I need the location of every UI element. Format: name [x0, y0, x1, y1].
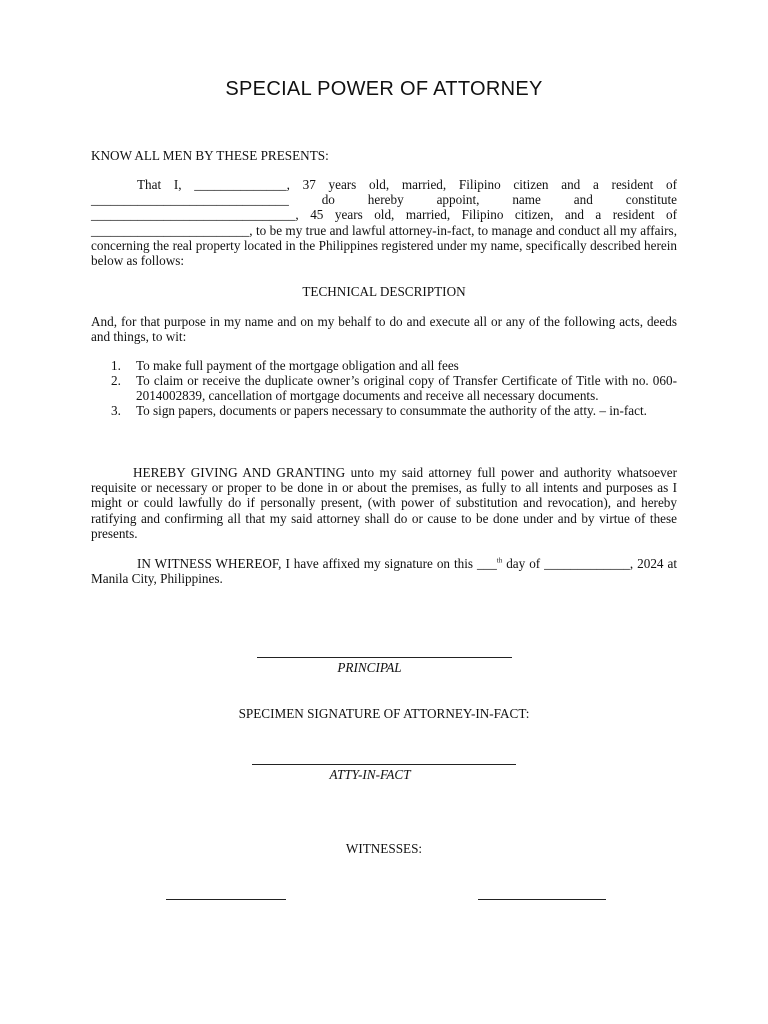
technical-description-heading: TECHNICAL DESCRIPTION: [302, 284, 466, 299]
power-item-text: To claim or receive the duplicate owner’s original copy of Transfer Certificate of Title with no. 060-2014002839, cancellation of mortgage documents and receive all necessary documents.: [136, 373, 677, 403]
appointment-paragraph: That I, ______________, 37 years old, married, Filipino citizen and a resident of ______________________________ do hereby appoint, name and constitute _______________________________, 45 years old, married, Filipino citizen, and a resident of ________________________, to be my true and lawful attorney-in-fact, to manage and conduct all my affairs, concerning the real property located in the Philippines registered under my name, specifically described herein below as follows:: [91, 177, 677, 269]
principal-label: PRINCIPAL: [337, 660, 402, 675]
witness-clause-text-end: day of _____________, 2024 at Manila City, Philippines.: [91, 556, 678, 587]
specimen-signature-heading: SPECIMEN SIGNATURE OF ATTORNEY-IN-FACT:: [238, 706, 530, 721]
attorney-in-fact-label: ATTY-IN-FACT: [329, 767, 411, 782]
granting-paragraph: HEREBY GIVING AND GRANTING unto my said attorney full power and authority whatsoever requisite or necessary or proper to be done in or about the premises, as fully to all intents and purposes as I might or could lawfully do if personally present, (with power of substitution and revocation), and hereby ratifying and confirming all that my said attorney shall do or cause to be done under and by virtue of these presents.: [91, 465, 677, 541]
salutation: KNOW ALL MEN BY THESE PRESENTS:: [91, 148, 329, 163]
powers-list: [91, 358, 677, 418]
document-title: SPECIAL POWER OF ATTORNEY: [225, 78, 543, 100]
power-item: [91, 373, 677, 403]
power-item-text: To make full payment of the mortgage obligation and all fees: [136, 358, 459, 373]
witness-signature-line-left: [166, 899, 286, 900]
witnesses-heading: WITNESSES:: [345, 841, 423, 856]
attorney-signature-line: [252, 764, 516, 765]
witness-signature-line-right: [478, 899, 606, 900]
power-item-number: 1.: [111, 358, 121, 373]
purpose-paragraph: And, for that purpose in my name and on my behalf to do and execute all or any of the following acts, deeds and things, to wit:: [91, 314, 677, 345]
witness-clause: [91, 556, 677, 586]
power-item-number: 2.: [111, 373, 121, 388]
witness-clause-text: IN WITNESS WHEREOF, I have affixed my signature on this ___: [137, 556, 497, 571]
power-item-text: To sign papers, documents or papers necessary to consummate the authority of the atty. – in-fact.: [136, 403, 647, 418]
power-item: [91, 403, 677, 418]
power-item: [91, 358, 677, 373]
power-item-number: 3.: [111, 403, 121, 418]
principal-signature-line: [257, 657, 512, 658]
ordinal-suffix: th: [496, 556, 503, 565]
